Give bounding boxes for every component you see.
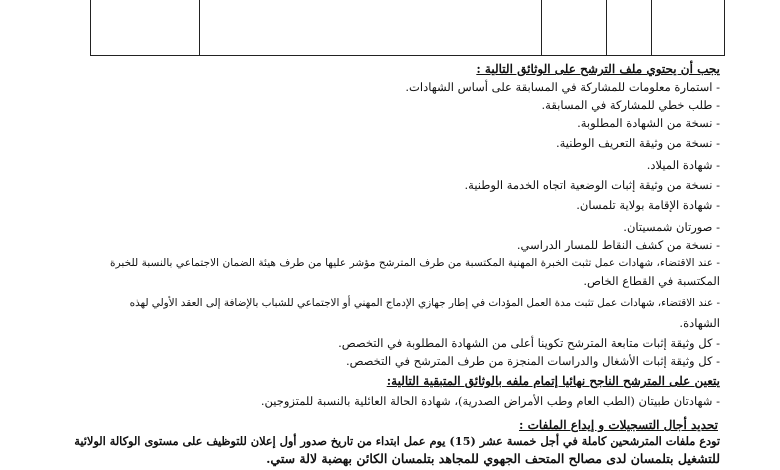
list-item: - عند الاقتضاء، شهادات عمل تثبت مدة العمل المؤدات في إطار جهازي الإدماج المهني أو الاجتماعي للشباب بالإضافة إلى العقد الأولي لهذه bbox=[130, 296, 720, 310]
list-item: - نسخة من الشهادة المطلوبة. bbox=[577, 116, 720, 130]
list-item: - نسخة من وثيقة إثبات الوضعية اتجاه الخدمة الوطنية. bbox=[465, 178, 720, 192]
table-column-divider bbox=[651, 0, 652, 55]
list-item: - طلب خطي للمشاركة في المسابقة. bbox=[542, 98, 721, 112]
table-column-divider bbox=[199, 0, 200, 55]
list-item: - صورتان شمسيتان. bbox=[623, 220, 720, 234]
deadline-paragraph-line: تودع ملفات المترشحين كاملة في أجل خمسة عشر (15) يوم عمل ابتداء من تاريخ صدور أول إعلان للتوظيف على مستوى الوكالة الولائية bbox=[74, 434, 720, 448]
list-item: - نسخة من وثيقة التعريف الوطنية. bbox=[556, 136, 720, 150]
list-item: - كل وثيقة إثبات متابعة المترشح تكوينا أعلى من الشهادة المطلوبة في التخصص. bbox=[338, 336, 720, 350]
list-item-continuation: المكتسبة في القطاع الخاص. bbox=[583, 274, 720, 288]
table-column-divider bbox=[606, 0, 607, 55]
section-heading-complementary-documents: يتعين على المترشح الناجح نهائيا إتمام ملفه بالوثائق المتبقية التالية: bbox=[386, 374, 720, 388]
list-item-continuation: الشهادة. bbox=[679, 316, 720, 330]
section-heading-deadlines: تحديد أجال التسجيلات و إيداع الملفات : bbox=[519, 418, 718, 432]
list-item: - شهادتان طبيتان (الطب العام وطب الأمراض الصدرية)، شهادة الحالة العائلية بالنسبة للمتزوجين. bbox=[261, 394, 720, 408]
list-item: - شهادة الإقامة بولاية تلمسان. bbox=[576, 198, 720, 212]
list-item: - نسخة من كشف النقاط للمسار الدراسي. bbox=[517, 238, 720, 252]
list-item: - كل وثيقة إثبات الأشغال والدراسات المنجزة من طرف المترشح في التخصص. bbox=[346, 354, 720, 368]
deadline-paragraph-line: للتشغيل بتلمسان لدى مصالح المتحف الجهوي للمجاهد بتلمسان الكائن بهضبة لالة ستي. bbox=[266, 451, 720, 466]
section-heading-required-documents: يجب أن يحتوي ملف الترشح على الوثائق التالية : bbox=[476, 62, 720, 76]
top-table-fragment bbox=[90, 0, 725, 56]
table-column-divider bbox=[541, 0, 542, 55]
list-item: - استمارة معلومات للمشاركة في المسابقة على أساس الشهادات. bbox=[405, 80, 720, 94]
list-item: - عند الاقتضاء، شهادات عمل تثبت الخبرة المهنية المكتسبة من طرف المترشح مؤشر عليها من طرف هيئة الضمان الاجتماعي بالنسبة للخبرة bbox=[110, 256, 720, 270]
list-item: - شهادة الميلاد. bbox=[647, 158, 720, 172]
